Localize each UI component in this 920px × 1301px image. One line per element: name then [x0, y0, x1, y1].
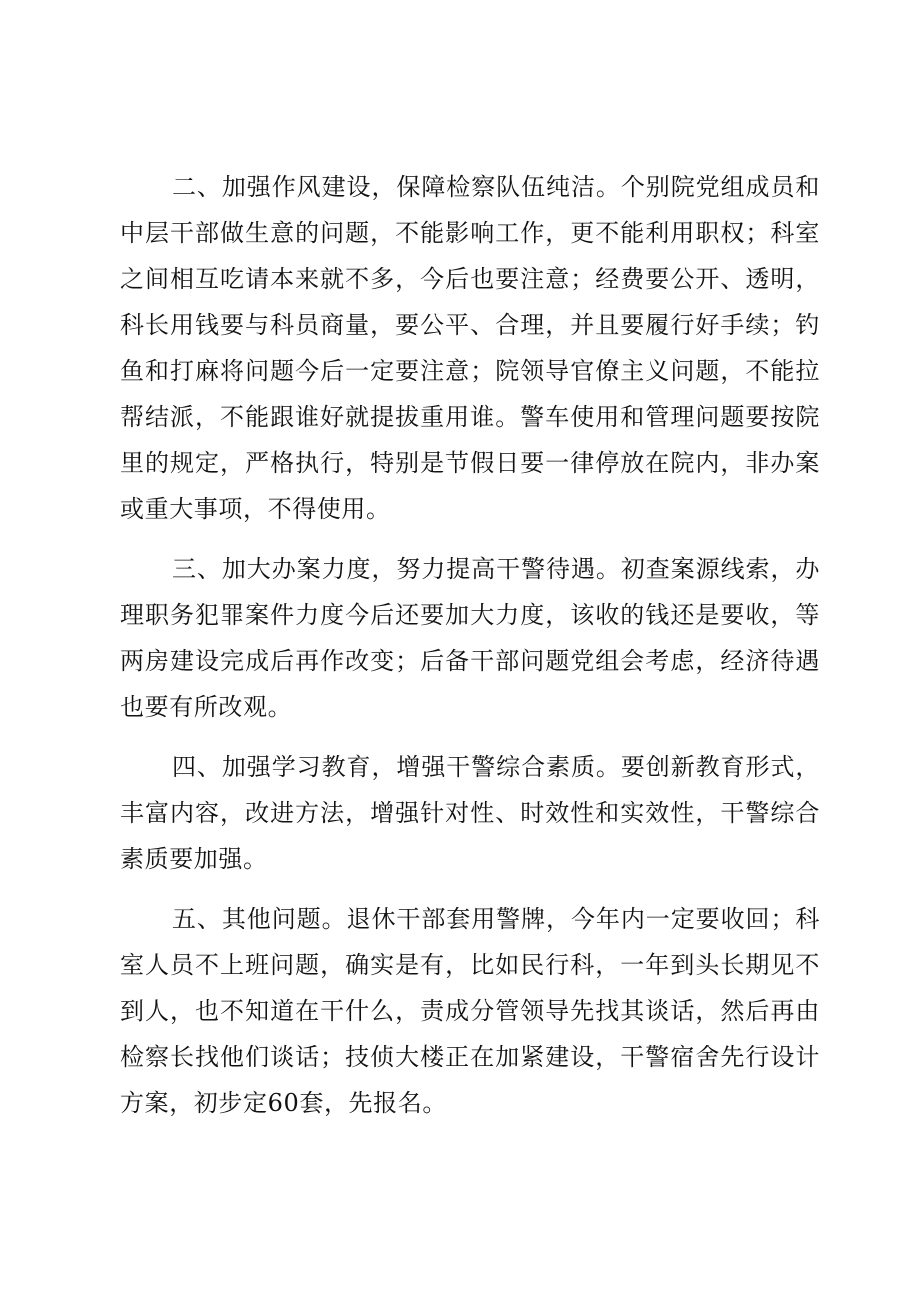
paragraph-section-2: 二、加强作风建设，保障检察队伍纯洁。个别院党组成员和中层干部做生意的问题，不能影响工作，更不能利用职权；科室之间相互吃请本来就不多，今后也要注意；经费要公开、透明，科长用钱要与科员商量，要公平、合理，并且要履行好手续；钓鱼和打麻将问题今后一定要注意；院领导官僚主义问题，不能拉帮结派，不能跟谁好就提拔重用谁。警车使用和管理问题要按院里的规定，严格执行，特别是节假日要一律停放在院内，非办案或重大事项，不得使用。	[120, 173, 820, 523]
document-body	[120, 164, 820, 1140]
paragraph-section-5: 五、其他问题。退休干部套用警牌，今年内一定要收回；科室人员不上班问题，确实是有，比如民行科，一年到头长期见不到人，也不知道在干什么，责成分管领导先找其谈话，然后再由检察长找他们谈话；技侦大楼正在加紧建设，干警宿舍先行设计方案，初步定60套，先报名。	[120, 905, 820, 1117]
paragraph-section-4: 四、加强学习教育，增强干警综合素质。要创新教育形式，丰富内容，改进方法，增强针对性、时效性和实效性，干警综合素质要加强。	[120, 753, 820, 873]
paragraph-section-3: 三、加大办案力度，努力提高干警待遇。初查案源线索，办理职务犯罪案件力度今后还要加大力度，该收的钱还是要收，等两房建设完成后再作改变；后备干部问题党组会考虑，经济待遇也要有所改观。	[120, 555, 820, 721]
